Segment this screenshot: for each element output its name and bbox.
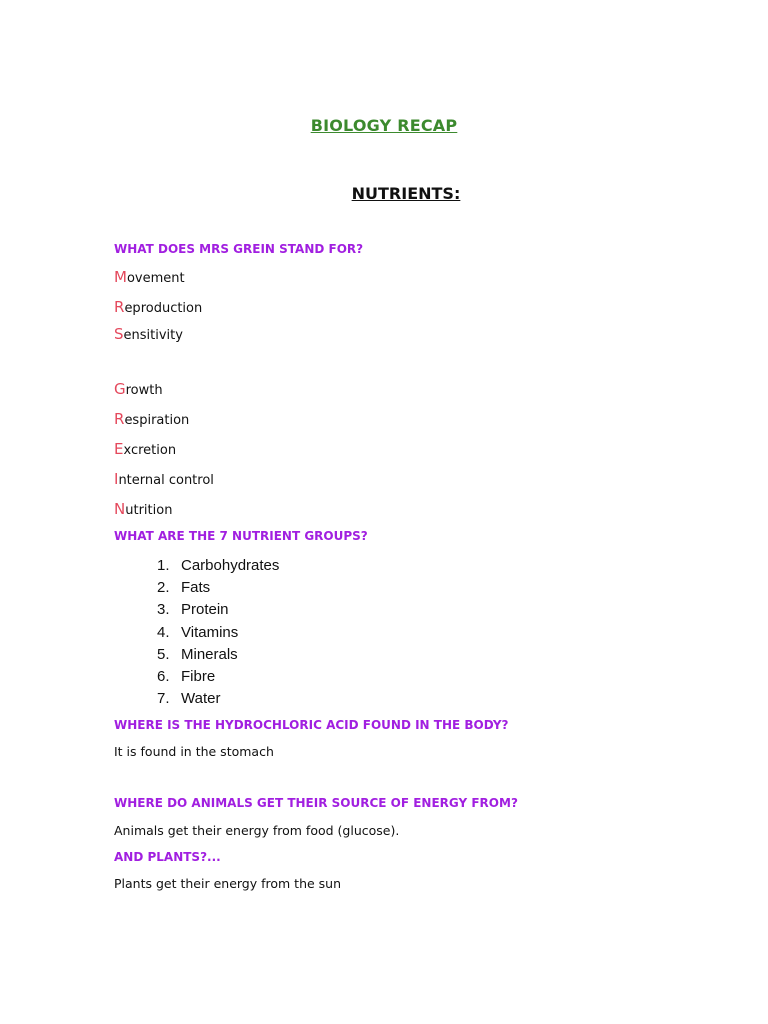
acronym-rest: utrition — [125, 503, 173, 518]
nutrient-groups-list — [157, 555, 279, 710]
list-item-label: Fibre — [181, 667, 216, 685]
acronym-item-respiration — [114, 410, 189, 428]
acronym-rest: nternal control — [118, 473, 214, 488]
list-number: 4. — [157, 623, 170, 641]
list-item — [157, 688, 279, 710]
list-number: 7. — [157, 690, 170, 708]
acronym-letter: R — [114, 298, 125, 316]
question-hydrochloric-acid: WHERE IS THE HYDROCHLORIC ACID FOUND IN THE BODY? — [114, 718, 509, 732]
list-item-label: Water — [181, 690, 221, 708]
list-number: 5. — [157, 645, 170, 663]
list-item — [157, 599, 279, 621]
answer-hydrochloric-acid: It is found in the stomach — [114, 744, 274, 759]
acronym-item-excretion — [114, 440, 176, 458]
acronym-rest: rowth — [125, 383, 163, 398]
question-animal-energy: WHERE DO ANIMALS GET THEIR SOURCE OF ENERGY FROM? — [114, 796, 518, 810]
list-number: 3. — [157, 601, 170, 619]
list-number: 1. — [157, 557, 170, 574]
list-item-label: Carbohydrates — [181, 557, 280, 574]
acronym-letter: E — [114, 440, 124, 458]
list-item-label: Vitamins — [181, 623, 239, 641]
question-plant-energy: AND PLANTS?... — [114, 850, 221, 864]
question-nutrient-groups: WHAT ARE THE 7 NUTRIENT GROUPS? — [114, 529, 368, 543]
list-number: 2. — [157, 579, 170, 597]
list-item — [157, 555, 279, 577]
list-number: 6. — [157, 667, 170, 685]
acronym-rest: eproduction — [124, 301, 203, 316]
acronym-letter: M — [114, 268, 127, 286]
acronym-letter: S — [114, 325, 124, 343]
acronym-letter: I — [114, 470, 119, 488]
acronym-letter: R — [114, 410, 125, 428]
answer-animal-energy: Animals get their energy from food (glucose). — [114, 823, 400, 838]
acronym-item-sensitivity — [114, 325, 183, 343]
acronym-rest: ensitivity — [123, 328, 183, 343]
list-item — [157, 622, 279, 644]
acronym-letter: G — [114, 380, 126, 398]
acronym-item-internal-control — [114, 470, 214, 488]
list-item-label: Protein — [181, 601, 229, 619]
section-heading-nutrients: NUTRIENTS: — [351, 184, 461, 203]
list-item-label: Minerals — [181, 645, 238, 663]
list-item — [157, 644, 279, 666]
acronym-rest: xcretion — [123, 443, 177, 458]
answer-plant-energy: Plants get their energy from the sun — [114, 876, 342, 891]
acronym-item-movement — [114, 268, 185, 286]
list-item — [157, 577, 279, 599]
list-item — [157, 666, 279, 688]
acronym-item-growth — [114, 380, 163, 398]
acronym-item-reproduction — [114, 298, 202, 316]
question-mrs-grein: WHAT DOES MRS GREIN STAND FOR? — [114, 242, 364, 256]
acronym-rest: ovement — [126, 271, 185, 286]
acronym-letter: N — [114, 500, 126, 518]
document-title: BIOLOGY RECAP — [310, 116, 458, 135]
acronym-rest: espiration — [124, 413, 190, 428]
acronym-item-nutrition — [114, 500, 172, 518]
list-item-label: Fats — [181, 579, 211, 597]
